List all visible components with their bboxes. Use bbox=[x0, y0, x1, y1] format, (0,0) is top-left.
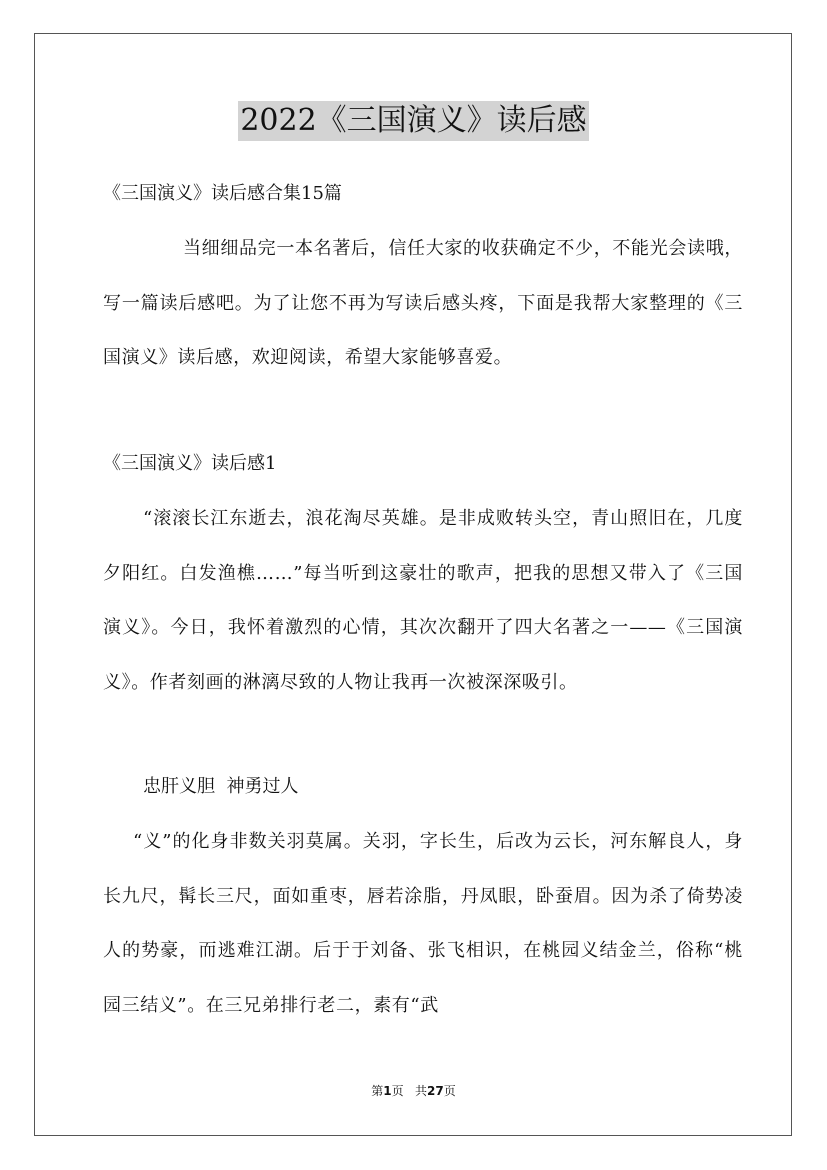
current-page-number: 1 bbox=[383, 1084, 392, 1098]
footer-mid: 页 共 bbox=[391, 1084, 428, 1098]
body-paragraph-1: “滚滚长江东逝去，浪花淘尽英雄。是非成败转头空，青山照旧在，几度夕阳红。白发渔樵……”每当听到这豪壮的歌声，把我的思想又带入了《三国演义》。今日，我怀着激烈的心情，其次次翻开了四大名著之一——《三国演义》。作者刻画的淋漓尽致的人物让我再一次被深深吸引。 bbox=[103, 508, 743, 693]
document-title-text: 2022《三国演义》读后感 bbox=[238, 101, 588, 141]
body-paragraph-2: “义”的化身非数关羽莫属。关羽，字长生，后改为云长，河东解良人，身长九尺，髯长三尺，面如重枣，唇若涂脂，丹凤眼，卧蚕眉。因为杀了倚势凌人的势豪，而逃难江湖。后于于刘备、张飞相识，在桃园义结金兰，俗称“桃园三结义”。在三兄弟排行老二，素有“武 bbox=[103, 831, 743, 1016]
footer-suffix: 页 bbox=[443, 1084, 456, 1098]
page-footer bbox=[0, 1083, 827, 1099]
document-subtitle: 《三国演义》读后感合集15篇 bbox=[103, 183, 342, 204]
footer-prefix: 第 bbox=[371, 1084, 384, 1098]
section-subheading: 忠肝义胆 神勇过人 bbox=[143, 776, 299, 797]
intro-paragraph: 当细细品完一本名著后，信任大家的收获确定不少，不能光会读哦，写一篇读后感吧。为了让您不再为写读后感头疼，下面是我帮大家整理的《三国演义》读后感，欢迎阅读，希望大家能够喜爱。 bbox=[103, 238, 743, 368]
document-title bbox=[0, 100, 827, 141]
section-heading: 《三国演义》读后感1 bbox=[103, 453, 277, 474]
total-pages-number: 27 bbox=[427, 1084, 444, 1098]
